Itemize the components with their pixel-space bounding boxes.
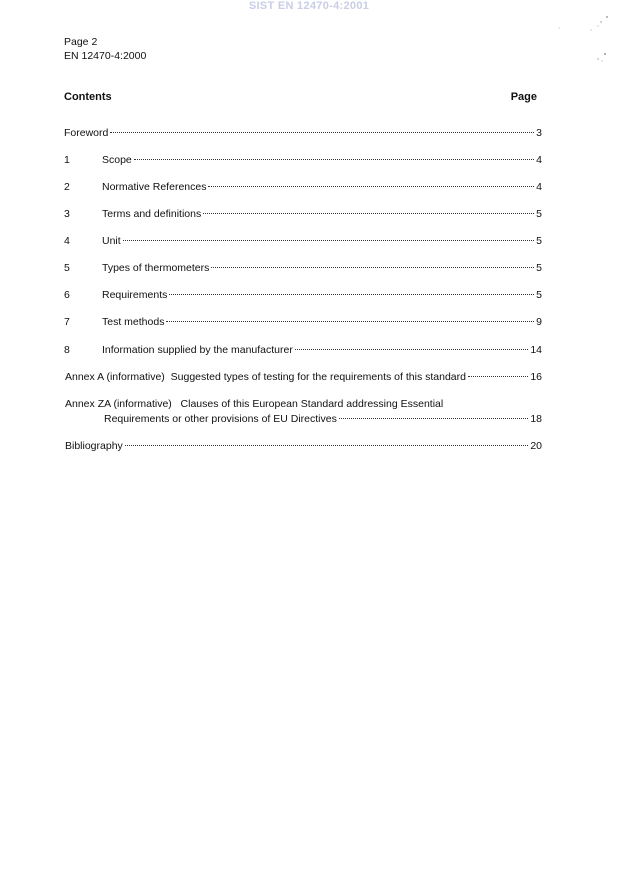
toc-entry-title: Scope: [102, 154, 132, 166]
page-header: [64, 35, 146, 63]
dot-leader: [123, 240, 534, 241]
dot-leader: [295, 349, 528, 350]
toc-entry-title-line1: Annex ZA (informative) Clauses of this European Standard addressing Essential: [65, 398, 444, 410]
toc-entry-terms-and-definitions[interactable]: [64, 207, 542, 222]
toc-entry-title: Test methods: [102, 316, 165, 328]
dot-leader: [125, 445, 529, 446]
toc-entry-foreword[interactable]: [64, 126, 542, 141]
toc-entry-page: 5: [536, 235, 542, 247]
toc-entry-number: 1: [64, 154, 70, 166]
standard-id: EN 12470-4:2000: [64, 50, 147, 62]
toc-entry-page: 5: [536, 262, 542, 274]
toc-entry-title: Unit: [102, 235, 121, 247]
toc-entry-number: 4: [64, 235, 70, 247]
watermark: SIST EN 12470-4:2001: [248, 0, 370, 12]
toc-entry-number: 2: [64, 181, 70, 193]
toc-entry-scope[interactable]: [64, 153, 542, 168]
dot-leader: [468, 376, 528, 377]
dot-leader: [166, 321, 534, 322]
toc-entry-types-of-thermometers[interactable]: [64, 261, 542, 276]
toc-entry-number: 5: [64, 262, 70, 274]
toc-entry-page: 5: [536, 289, 542, 301]
toc-entry-number: 6: [64, 289, 70, 301]
dot-leader: [110, 132, 534, 133]
toc-entry-page: 9: [536, 316, 542, 328]
toc-entry-page: 4: [536, 181, 542, 193]
toc-entry-test-methods[interactable]: [64, 315, 542, 330]
toc-entry-requirements[interactable]: [64, 288, 542, 303]
toc-entry-title: Foreword: [64, 127, 109, 139]
toc-entry-annex-a[interactable]: [64, 370, 542, 385]
toc-entry-normative-references[interactable]: [64, 180, 542, 195]
page-column-heading: Page: [510, 91, 537, 103]
toc-entry-title: Types of thermometers: [102, 262, 210, 274]
dot-leader: [203, 213, 534, 214]
toc-entry-page: 3: [536, 127, 542, 139]
toc-entry-title: Information supplied by the manufacturer: [102, 344, 293, 356]
toc-entry-page: 18: [530, 413, 542, 425]
toc-entry-annex-za[interactable]: [64, 397, 542, 427]
toc-entry-number: 7: [64, 316, 70, 328]
toc-entry-unit[interactable]: [64, 234, 542, 249]
dot-leader: [339, 418, 528, 419]
toc-entry-title: Annex A (informative) Suggested types of testing for the requirements of this standard: [65, 371, 466, 383]
dot-leader: [134, 159, 534, 160]
dot-leader: [169, 294, 534, 295]
toc-entry-title: Normative References: [102, 181, 207, 193]
toc-entry-title: Requirements: [102, 289, 168, 301]
dot-leader: [211, 267, 534, 268]
toc-entry-number: 3: [64, 208, 70, 220]
toc-entry-page: 5: [536, 208, 542, 220]
toc-entry-title-line2: Requirements or other provisions of EU Directives: [104, 413, 337, 425]
toc-entry-title: Bibliography: [65, 440, 123, 452]
toc-entry-page: 4: [536, 154, 542, 166]
toc-entry-page: 14: [530, 344, 542, 356]
contents-heading: Contents: [64, 91, 112, 103]
toc-entry-number: 8: [64, 344, 70, 356]
toc-entry-information-supplied[interactable]: [64, 343, 542, 358]
page-number: Page 2: [64, 36, 98, 48]
toc-entry-bibliography[interactable]: [64, 439, 542, 454]
toc-entry-page: 20: [530, 440, 542, 452]
scan-specks: [555, 12, 615, 72]
toc-entry-page: 16: [530, 371, 542, 383]
dot-leader: [208, 186, 534, 187]
toc-entry-title: Terms and definitions: [102, 208, 202, 220]
